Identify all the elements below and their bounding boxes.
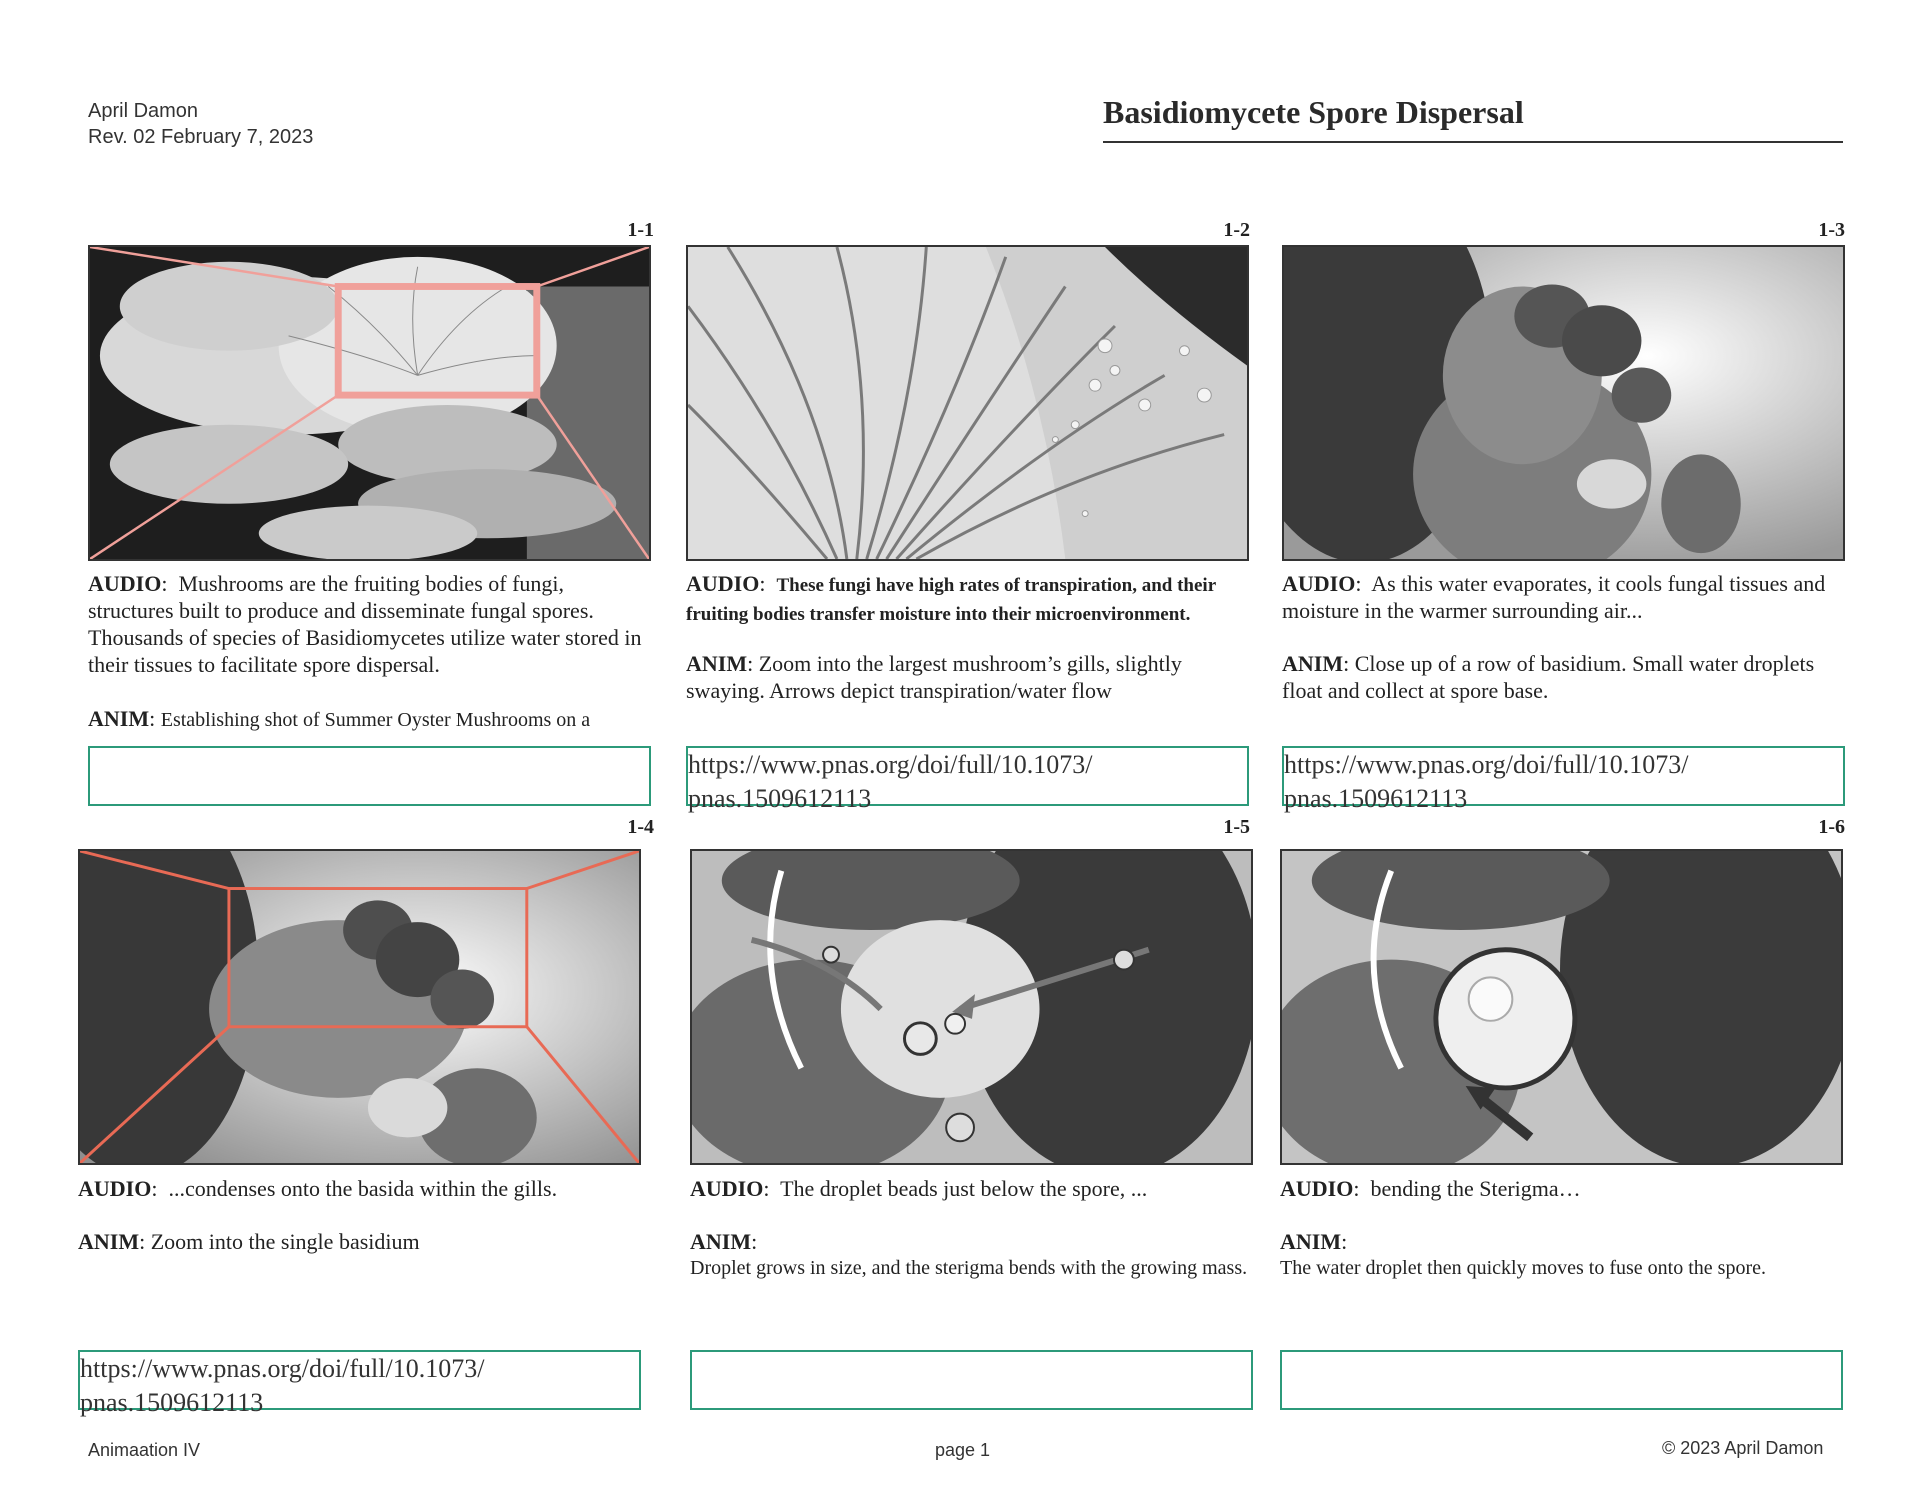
panel-1-1-anim: ANIM: Establishing shot of Summer Oyster Mushrooms on a [88, 706, 591, 731]
reference-link[interactable]: https://www.pnas.org/doi/full/10.1073/ pnas.1509612113 [688, 750, 1093, 813]
footer-copyright: © 2023 April Damon [1662, 1438, 1824, 1458]
anim-text: Establishing shot of Summer Oyster Mushrooms on a [160, 709, 591, 731]
reference-link-box[interactable] [88, 746, 651, 806]
panel-1-6-audio: AUDIO: bending the Sterigma… [1280, 1176, 1581, 1201]
storyboard-frame-1-2 [686, 245, 1249, 561]
audio-label: AUDIO [1282, 571, 1356, 596]
anim-label: ANIM [1280, 1229, 1342, 1254]
panel-number: 1-3 [1818, 219, 1845, 241]
panel-1-5-audio: AUDIO: The droplet beads just below the spore, ... [690, 1176, 1148, 1201]
audio-text: ...condenses onto the basida within the gills. [168, 1176, 558, 1201]
title-underline [1103, 141, 1843, 143]
panel-1-2-audio: AUDIO: These fungi have high rates of transpiration, and their fruiting bodies transfer moisture into their microenvironment. [686, 571, 1216, 625]
anim-label: ANIM [88, 706, 150, 731]
page-title: Basidiomycete Spore Dispersal [1103, 94, 1524, 130]
panel-1-3-audio: AUDIO: As this water evaporates, it cools fungal tissues and moisture in the warmer surrounding air... [1282, 571, 1826, 623]
author-block [88, 98, 313, 150]
audio-label: AUDIO [78, 1176, 152, 1201]
panel-1-4-audio: AUDIO: ...condenses onto the basida within the gills. [78, 1176, 558, 1201]
mushroom-cluster-illustration [90, 247, 649, 559]
audio-label: AUDIO [686, 571, 760, 596]
audio-text: As this water evaporates, it cools fungal tissues and moisture in the warmer surrounding air... [1282, 571, 1826, 623]
panel-number: 1-5 [1223, 816, 1250, 838]
anim-text: Droplet grows in size, and the sterigma bends with the growing mass. [690, 1257, 1248, 1279]
anim-text: Zoom into the largest mushroom’s gills, slightly swaying. Arrows depict transpiration/water flow [686, 651, 1182, 703]
author-name: April Damon [88, 100, 199, 122]
panel-1-5-anim: ANIM: Droplet grows in size, and the sterigma bends with the growing mass. [690, 1228, 1255, 1282]
panel-number: 1-6 [1818, 816, 1845, 838]
footer-course: Animaation IV [88, 1440, 201, 1460]
reference-link-box[interactable] [78, 1350, 641, 1417]
storyboard-frame-1-4 [78, 849, 641, 1165]
storyboard-frame-1-1 [88, 245, 651, 561]
audio-label: AUDIO [690, 1176, 764, 1201]
panel-1-3-anim: ANIM: Close up of a row of basidium. Small water droplets float and collect at spore base. [1282, 651, 1815, 703]
storyboard-frame-1-5 [690, 849, 1253, 1165]
panel-number: 1-4 [627, 816, 654, 838]
storyboard-frame-1-3 [1282, 245, 1845, 561]
anim-text: The water droplet then quickly moves to fuse onto the spore. [1280, 1257, 1766, 1279]
panel-number: 1-2 [1223, 219, 1250, 241]
storyboard-frame-1-6 [1280, 849, 1843, 1165]
panel-1-2-anim: ANIM: Zoom into the largest mushroom’s gills, slightly swaying. Arrows depict transpiration/water flow [686, 651, 1182, 703]
anim-label: ANIM [686, 651, 748, 676]
droplet-fuse-illustration [1282, 851, 1841, 1163]
reference-link-box[interactable] [1280, 1350, 1843, 1410]
audio-text: bending the Sterigma… [1370, 1176, 1581, 1201]
panel-1-6-anim: ANIM: The water droplet then quickly moves to fuse onto the spore. [1280, 1228, 1845, 1282]
audio-text: Mushrooms are the fruiting bodies of fungi, structures built to produce and disseminate fungal spores. Thousands of species of Basidiomycetes utilize water stored in their tissues to facilitate spore dispersal. [88, 571, 642, 677]
anim-text: Close up of a row of basidium. Small water droplets float and collect at spore base. [1282, 651, 1815, 703]
droplet-beading-illustration [692, 851, 1251, 1163]
reference-link-box[interactable] [1282, 746, 1845, 813]
basidium-row-illustration [1284, 247, 1843, 559]
footer-page-number: page 1 [935, 1440, 991, 1460]
reference-link-box[interactable] [686, 746, 1249, 813]
anim-label: ANIM [78, 1229, 140, 1254]
basidium-zoom-illustration [80, 851, 639, 1163]
gills-closeup-illustration [688, 247, 1247, 559]
reference-link[interactable]: https://www.pnas.org/doi/full/10.1073/ pnas.1509612113 [80, 1354, 485, 1417]
reference-link[interactable]: https://www.pnas.org/doi/full/10.1073/ pnas.1509612113 [1284, 750, 1689, 813]
anim-label: ANIM [1282, 651, 1344, 676]
anim-label: ANIM [690, 1229, 752, 1254]
panel-1-4-anim: ANIM: Zoom into the single basidium [78, 1229, 420, 1254]
anim-text: Zoom into the single basidium [150, 1229, 420, 1254]
audio-label: AUDIO [1280, 1176, 1354, 1201]
audio-text: The droplet beads just below the spore, ... [780, 1176, 1148, 1201]
revision-date: Rev. 02 February 7, 2023 [88, 126, 314, 148]
audio-label: AUDIO [88, 571, 162, 596]
panel-number: 1-1 [627, 219, 654, 241]
reference-link-box[interactable] [690, 1350, 1253, 1410]
audio-text: These fungi have high rates of transpiration, and their fruiting bodies transfer moisture into their microenvironment. [686, 575, 1216, 625]
panel-1-1-audio: AUDIO: Mushrooms are the fruiting bodies of fungi, structures built to produce and disseminate fungal spores. Thousands of species of Basidiomycetes utilize water stored in their tissues to facilitate spore dispersal. [88, 571, 642, 677]
